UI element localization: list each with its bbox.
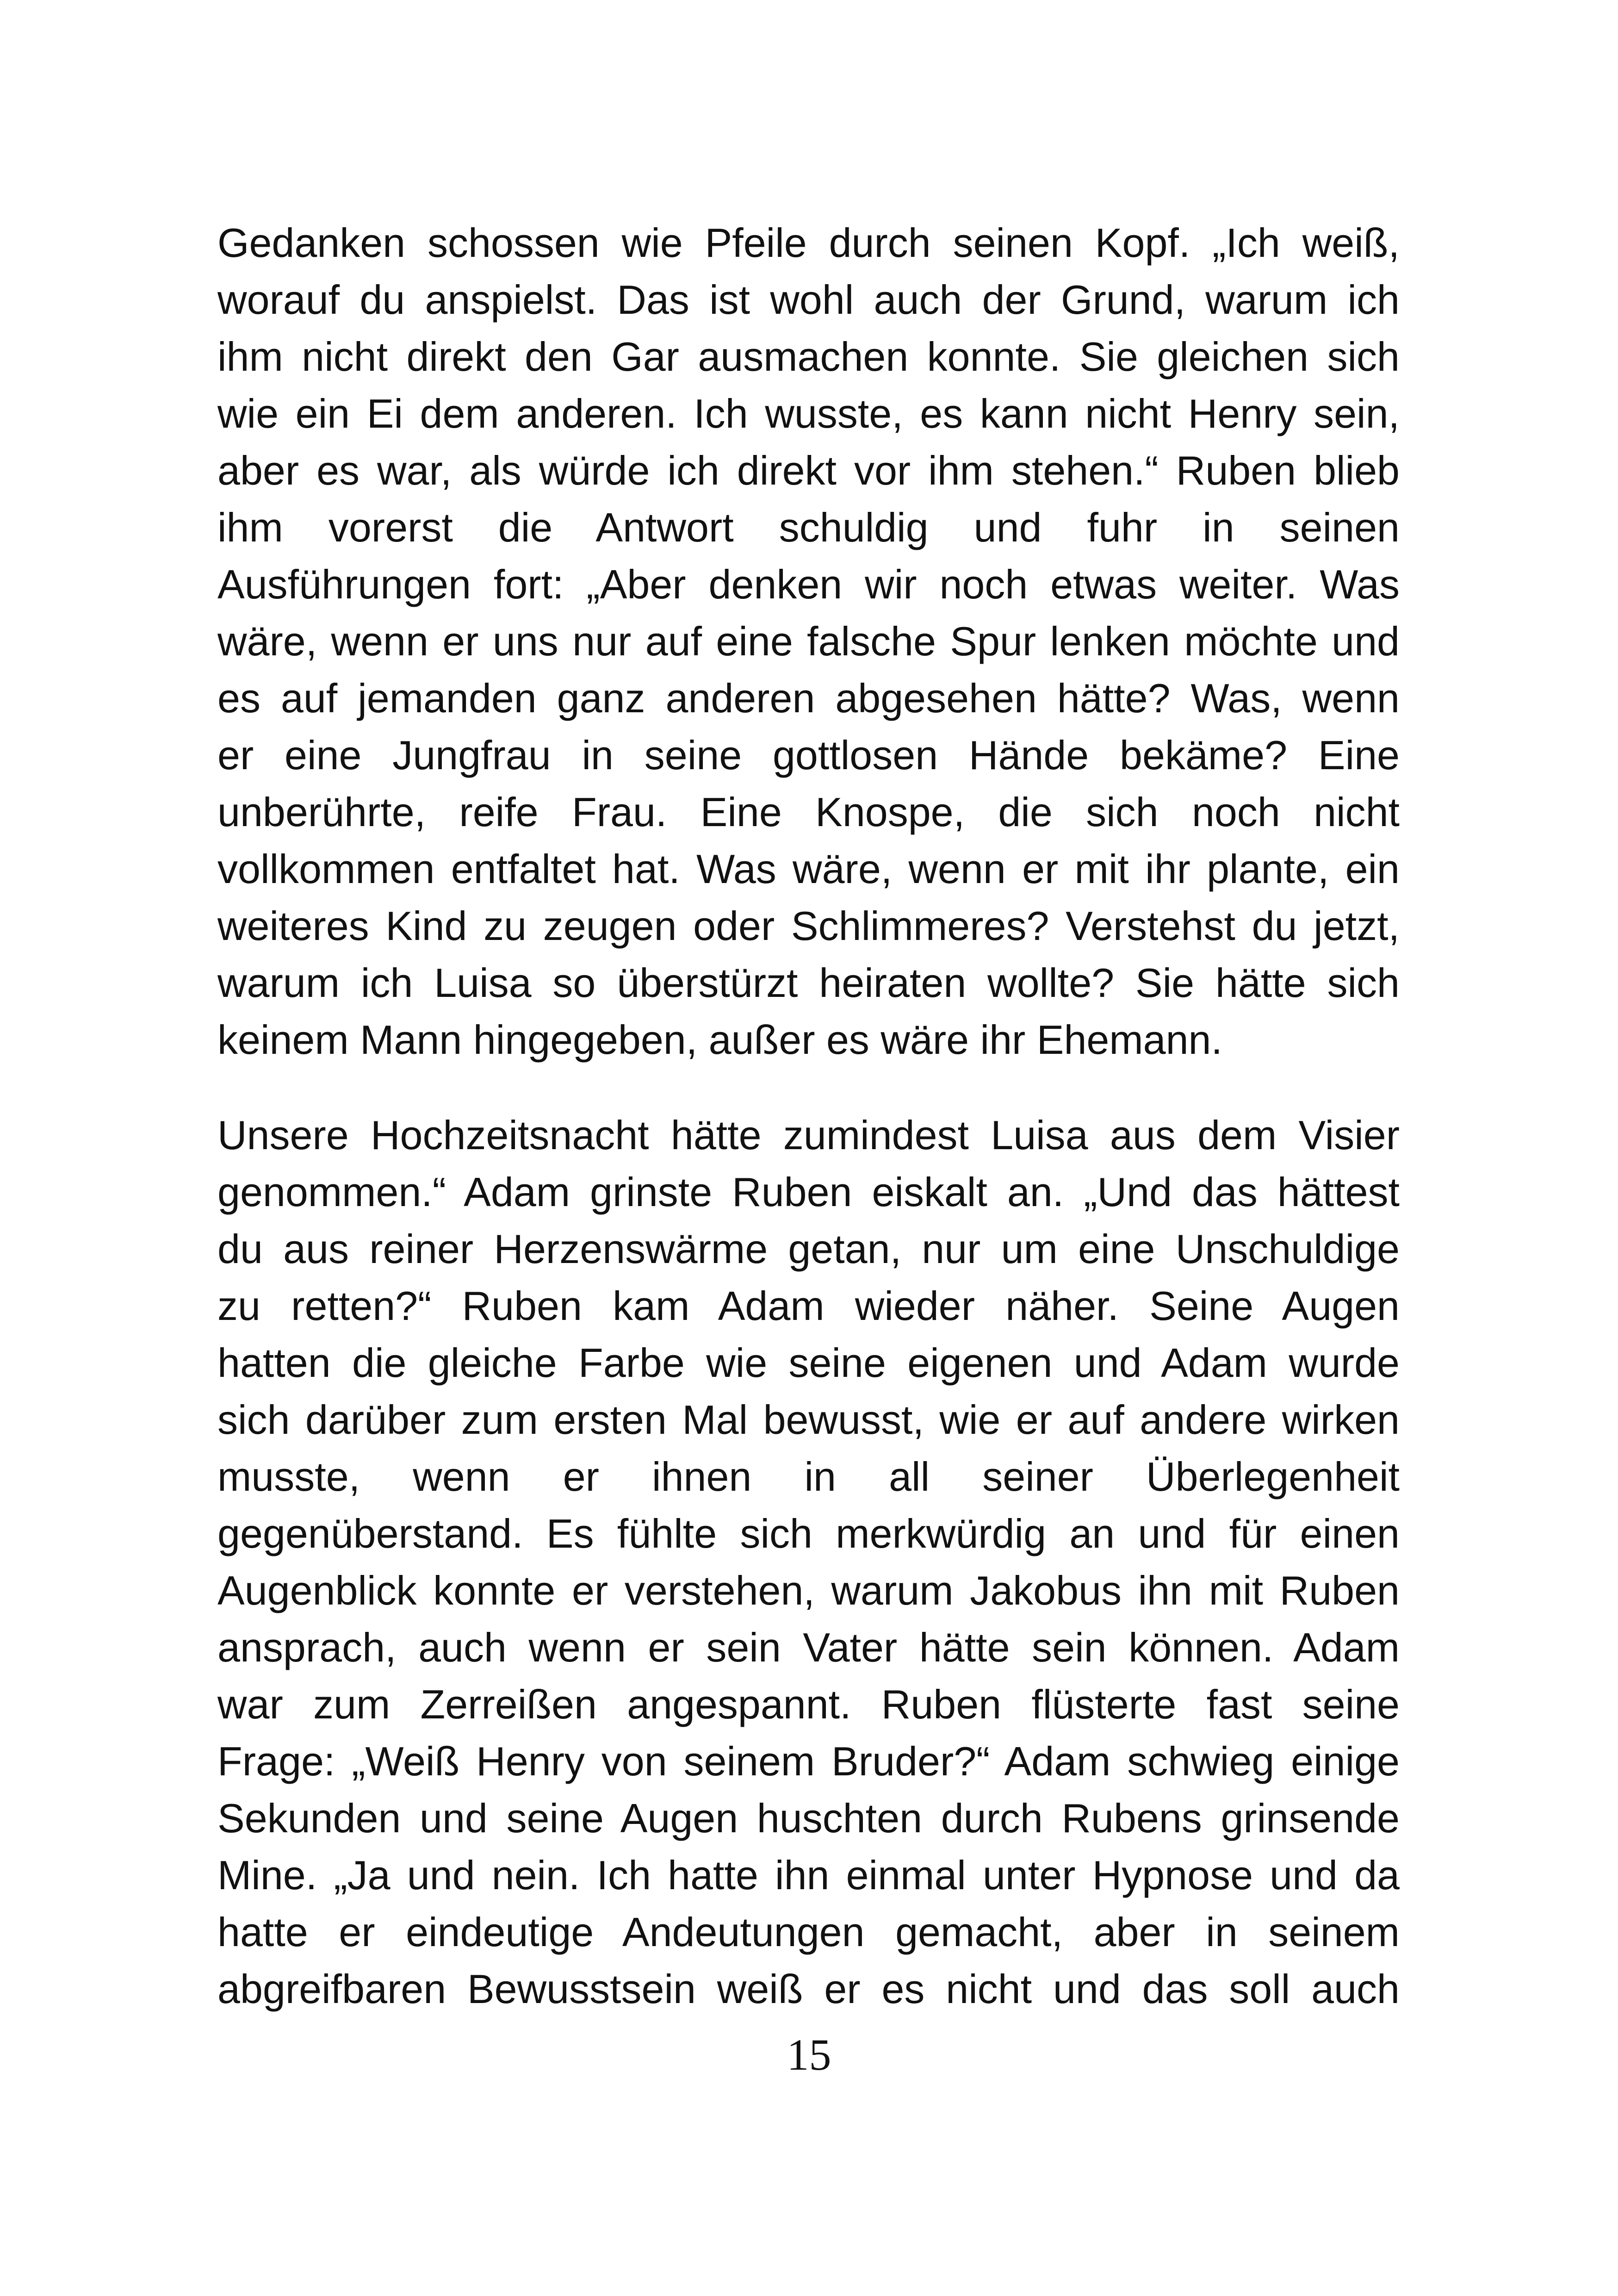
- text-line: abgreifbaren Bewusstsein weiß er es nicht und das soll auch: [217, 1966, 1400, 2012]
- text-line: hatten die gleiche Farbe wie seine eigenen und Adam wurde: [217, 1340, 1400, 1386]
- text-line: Ausführungen fort: „Aber denken wir noch etwas weiter. Was: [217, 561, 1400, 607]
- text-line: zu retten?“ Ruben kam Adam wieder näher. Seine Augen: [217, 1283, 1400, 1329]
- text-line: aber es war, als würde ich direkt vor ihm stehen.“ Ruben blieb: [217, 448, 1400, 493]
- text-line: ihm vorerst die Antwort schuldig und fuhr in seinen: [217, 504, 1400, 550]
- text-line: musste, wenn er ihnen in all seiner Überlegenheit: [217, 1454, 1400, 1500]
- text-line: unberührte, reife Frau. Eine Knospe, die sich noch nicht: [217, 789, 1400, 835]
- text-line: ihm nicht direkt den Gar ausmachen konnte. Sie gleichen sich: [217, 334, 1400, 380]
- text-line: hatte er eindeutige Andeutungen gemacht, aber in seinem: [217, 1909, 1400, 1955]
- text-line: ansprach, auch wenn er sein Vater hätte sein können. Adam: [217, 1624, 1400, 1670]
- text-line: wäre, wenn er uns nur auf eine falsche Spur lenken möchte und: [217, 618, 1400, 664]
- text-line: Frage: „Weiß Henry von seinem Bruder?“ Adam schwieg einige: [217, 1738, 1400, 1784]
- text-line: weiteres Kind zu zeugen oder Schlimmeres? Verstehst du jetzt,: [217, 903, 1400, 949]
- text-line: Mine. „Ja und nein. Ich hatte ihn einmal unter Hypnose und da: [217, 1852, 1400, 1898]
- text-line: er eine Jungfrau in seine gottlosen Hände bekäme? Eine: [217, 732, 1400, 778]
- text-line: sich darüber zum ersten Mal bewusst, wie er auf andere wirken: [217, 1397, 1400, 1443]
- text-line: war zum Zerreißen angespannt. Ruben flüsterte fast seine: [217, 1681, 1400, 1727]
- text-line: Gedanken schossen wie Pfeile durch seinen Kopf. „Ich weiß,: [217, 220, 1400, 266]
- text-line: es auf jemanden ganz anderen abgesehen hätte? Was, wenn: [217, 675, 1400, 721]
- paragraph-1: [217, 214, 1400, 1068]
- text-line: wie ein Ei dem anderen. Ich wusste, es kann nicht Henry sein,: [217, 391, 1400, 436]
- text-line: Augenblick konnte er verstehen, warum Jakobus ihn mit Ruben: [217, 1568, 1400, 1613]
- text-line: gegenüberstand. Es fühlte sich merkwürdig an und für einen: [217, 1511, 1400, 1556]
- text-line: keinem Mann hingegeben, außer es wäre ihr Ehemann.: [217, 1017, 1222, 1063]
- page-number: 15: [787, 2030, 831, 2079]
- text-line: worauf du anspielst. Das ist wohl auch der Grund, warum ich: [217, 277, 1400, 323]
- text-line: warum ich Luisa so überstürzt heiraten wollte? Sie hätte sich: [217, 960, 1400, 1006]
- text-line: genommen.“ Adam grinste Ruben eiskalt an. „Und das hättest: [217, 1169, 1400, 1215]
- text-line: Sekunden und seine Augen huschten durch Rubens grinsende: [217, 1795, 1400, 1841]
- paragraph-2: [217, 1107, 1400, 2017]
- text-line: vollkommen entfaltet hat. Was wäre, wenn er mit ihr plante, ein: [217, 846, 1400, 892]
- text-line: du aus reiner Herzenswärme getan, nur um eine Unschuldige: [217, 1226, 1400, 1272]
- text-line: Unsere Hochzeitsnacht hätte zumindest Luisa aus dem Visier: [217, 1112, 1400, 1158]
